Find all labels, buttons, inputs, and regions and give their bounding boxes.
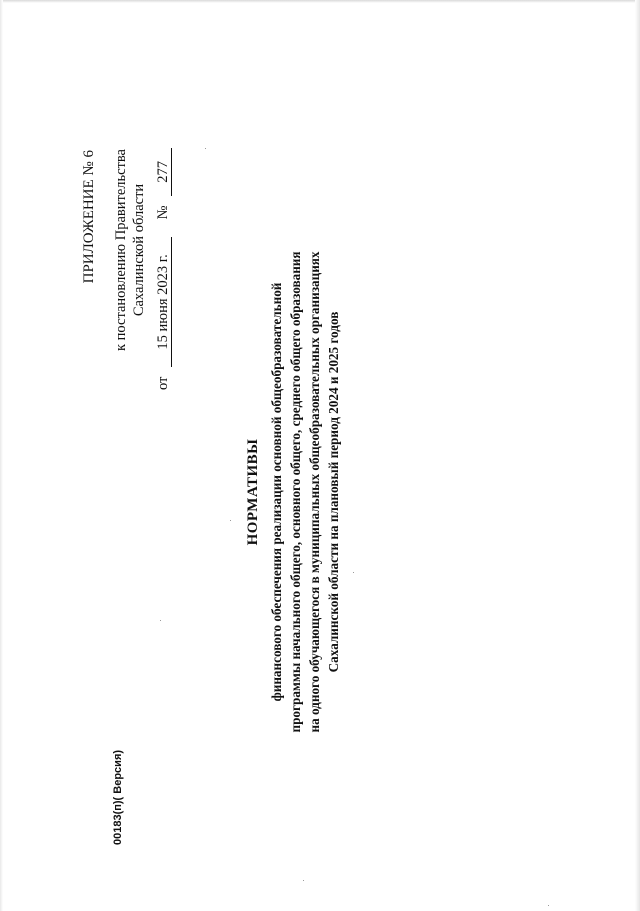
appendix-title: ПРИЛОЖЕНИЕ № 6 — [81, 150, 97, 284]
number-prefix: № — [155, 205, 171, 220]
scan-speck — [303, 880, 304, 881]
number-value: 277 — [155, 148, 172, 196]
scan-speck — [230, 520, 231, 521]
scan-speck — [548, 905, 549, 906]
date-value: 15 июня 2023 г. — [155, 237, 172, 367]
document-code: 00183(п)( Версия) — [112, 749, 124, 845]
page-edge-right — [635, 0, 640, 911]
appendix-date-row — [154, 150, 172, 390]
appendix-block — [80, 130, 172, 390]
appendix-caption-line-1: к постановлению Правительства — [113, 149, 129, 351]
heading-line-3: на одного обучающегося в муниципальных общеобразовательных организациях — [307, 251, 322, 733]
scan-speck — [205, 148, 206, 149]
heading-line-4: Сахалинской области на плановый период 2024 и 2025 годов — [326, 311, 341, 673]
page-edge-top — [0, 0, 640, 3]
heading-title: НОРМАТИВЫ — [245, 438, 261, 546]
heading-line-1: финансового обеспечения реализации основной общеобразовательной — [269, 282, 284, 702]
heading-line-2: программы начального общего, основного общего, среднего общего образования — [288, 251, 303, 733]
scan-speck — [160, 620, 161, 621]
page-edge-left — [0, 0, 3, 911]
appendix-caption-line-2: Сахалинской области — [131, 183, 147, 317]
date-prefix: от — [155, 376, 171, 390]
heading-block — [244, 232, 343, 752]
scan-speck — [353, 572, 354, 573]
